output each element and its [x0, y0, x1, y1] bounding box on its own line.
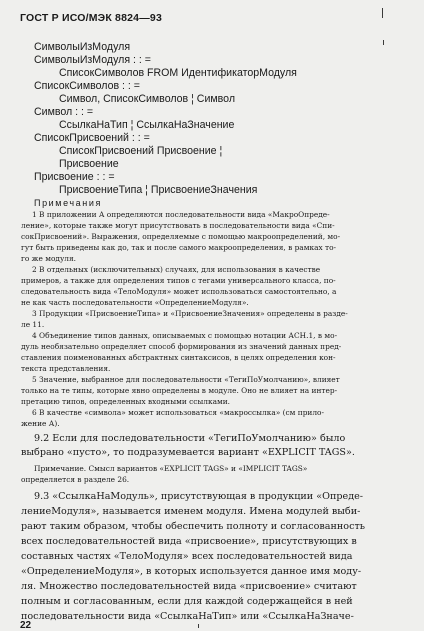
- para-9-2-line: выбрано «пусто», то подразумевается вариант «EXPLICIT TAGS».: [21, 447, 355, 458]
- grammar-line: Присвоение: [59, 158, 119, 170]
- grammar-line: СписокПрисвоений : : =: [34, 132, 150, 144]
- scan-mark: [383, 40, 384, 45]
- grammar-line: Символ : : =: [34, 106, 94, 118]
- note-line: 1 В приложении А определяются последовательности вида «МакроОпреде-: [32, 210, 330, 219]
- grammar-line: СписокПрисвоений Присвоение ¦: [59, 145, 223, 157]
- grammar-line: Символ, СписокСимволов ¦ Символ: [59, 93, 236, 105]
- page-header: ГОСТ Р ИСО/МЭК 8824—93: [20, 12, 162, 24]
- note-line: дуль необязательно определяет способ формирования из значений данных пред-: [21, 342, 342, 351]
- para-9-3-line: рают таким образом, чтобы обеспечить полноту и согласованность: [21, 521, 365, 532]
- para-9-2-line: 9.2 Если для последовательности «ТегиПоУмолчанию» было: [34, 433, 346, 444]
- para-9-3-line: ля. Множество последовательностей вида «присвоение» считают: [21, 581, 357, 592]
- note-line: гут быть приведены как до, так и после самого макроопределения, в рамках то-: [21, 243, 337, 252]
- note-9-2-line: определяется в разделе 26.: [21, 475, 130, 484]
- grammar-line: СписокСимволов : : =: [34, 80, 140, 92]
- note-line: ставления поименованных абстрактных синтаксисов, в целях определения кон-: [21, 353, 336, 362]
- note-line: текста представления.: [21, 364, 111, 373]
- note-line: 3 Продукции «ПрисвоениеТипа» и «ПрисвоениеЗначения» определены в разде-: [32, 309, 348, 318]
- grammar-line: ПрисвоениеТипа ¦ ПрисвоениеЗначения: [59, 184, 258, 196]
- para-9-3-line: всех последовательностей вида «присвоение», присутствующих в: [21, 536, 357, 547]
- para-9-3-line: 9.3 «СсылкаНаМодуль», присутствующая в продукции «Опреде-: [34, 491, 364, 502]
- note-line: ле 11.: [21, 320, 45, 329]
- para-9-3-line: составных частях «ТелоМодуля» всех последовательностей вида: [21, 551, 353, 562]
- note-line: ление», которые также могут присутствовать в последовательности вида «Спи-: [21, 221, 335, 230]
- note-line: 6 В качестве «символа» может использоваться «макроссылка» (см прило-: [32, 408, 324, 417]
- grammar-line: СимволыИзМодуля: [34, 41, 131, 53]
- note-line: го же модуля.: [21, 254, 76, 263]
- grammar-line: СимволыИзМодуля : : =: [34, 54, 151, 66]
- note-line: 4 Объединение типов данных, описываемых с помощью нотации АСН.1, в мо-: [32, 331, 338, 340]
- grammar-line: Присвоение : : =: [34, 171, 115, 183]
- note-line: не как часть последовательности «ОпределениеМодуля».: [21, 298, 249, 307]
- scan-mark: [382, 8, 383, 18]
- page-number: 22: [20, 620, 32, 631]
- grammar-line: СсылкаНаТип ¦ СсылкаНаЗначение: [59, 119, 235, 131]
- note-line: примеров, а также для определения типов с тегами универсального класса, по-: [21, 276, 336, 285]
- para-9-3-line: последовательности вида «СсылкаНаТип» или «СсылкаНаЗначе-: [21, 611, 354, 622]
- note-line: 5 Значение, выбранное для последовательности «ТегиПоУмолчанию», влияет: [32, 375, 340, 384]
- note-9-2-line: Примечание. Смысл вариантов «EXPLICIT TAGS» и «IMPLICIT TAGS»: [34, 464, 308, 473]
- note-line: только на те типы, которые явно определены в модуле. Оно не влияет на интер-: [21, 386, 338, 395]
- para-9-3-line: лениеМодуля», называется именем модуля. Имена модулей выби-: [21, 506, 361, 517]
- grammar-line: СписокСимволов FROM ИдентификаторМодуля: [59, 67, 297, 79]
- note-line: претацию типов, определенных входными ссылками.: [21, 397, 231, 406]
- note-line: жение А).: [21, 419, 60, 428]
- para-9-3-line: полным и согласованным, если для каждой содержащейся в ней: [21, 596, 353, 607]
- scan-mark: [198, 624, 199, 628]
- note-line: 2 В отдельных (исключительных) случаях, для использования в качестве: [32, 265, 321, 274]
- notes-heading: Примечания: [34, 198, 102, 208]
- note-line: сокПрисвоений». Выражения, определяемые с помощью макроопределений, мо-: [21, 232, 341, 241]
- note-line: следовательность вида «ТелоМодуля» может использоваться самостоятельно, а: [21, 287, 337, 296]
- para-9-3-line: «ОпределениеМодуля», в которых используется данное имя моду-: [21, 566, 362, 577]
